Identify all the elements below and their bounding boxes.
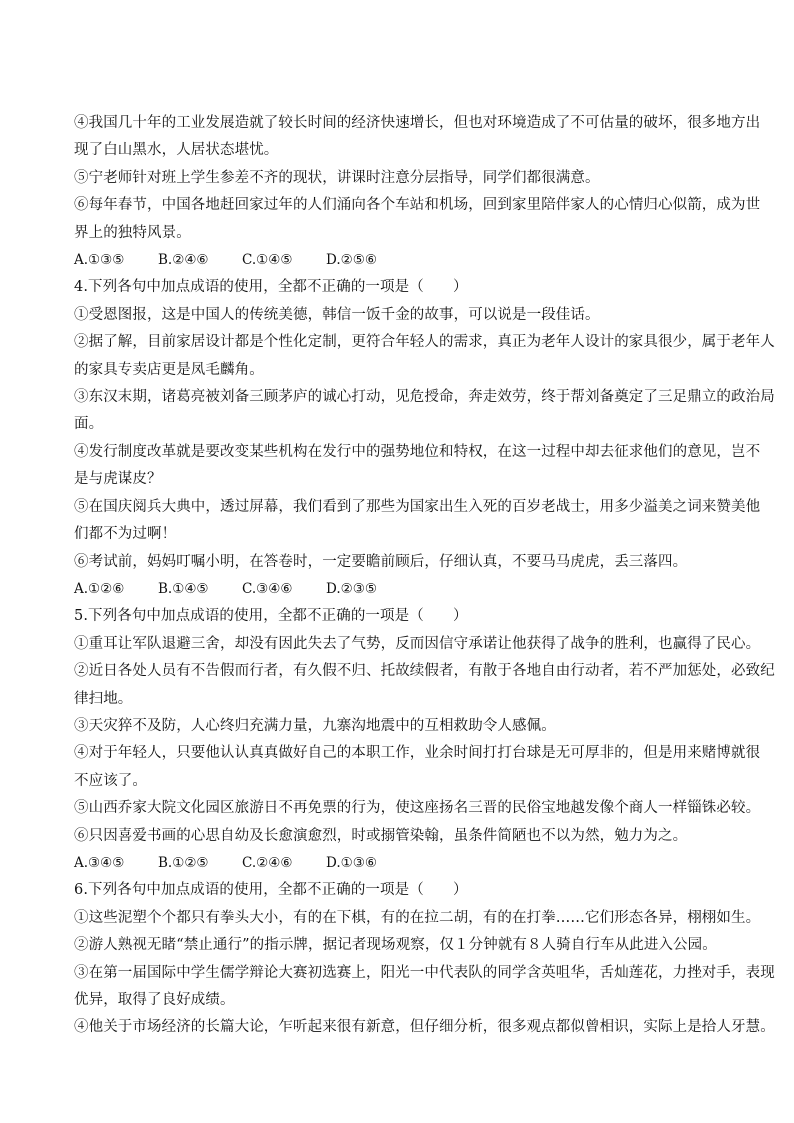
option-d: D.①③⑥ bbox=[326, 854, 377, 871]
question-3-continued bbox=[74, 110, 761, 274]
sentence-5-line-1: ⑤宁老师针对班上学生参差不齐的现状，讲课时注意分层指导，同学们都很满意。 bbox=[74, 169, 600, 186]
sentence-5-line-2: 们都不为过啊！ bbox=[74, 526, 177, 543]
option-c: C.③④⑥ bbox=[242, 580, 293, 597]
sentence-6-line-2: 界上的独特风景。 bbox=[74, 224, 191, 241]
sentence-6-line-1: ⑥考试前，妈妈叮嘱小明，在答卷时，一定要瞻前顾后，仔细认真，不要马马虎虎，丢三落四。 bbox=[74, 553, 688, 570]
option-a: A.③④⑤ bbox=[74, 854, 125, 871]
sentence-2-line-1: ②据了解，目前家居设计都是个性化定制，更符合年轻人的需求，真正为老年人设计的家具很少，属于老年人 bbox=[74, 334, 775, 351]
sentence-1-line-1: ①这些泥塑个个都只有拳头大小，有的在下棋，有的在拉二胡，有的在打拳……它们形态各异，栩栩如生。 bbox=[74, 909, 761, 926]
sentence-4-line-1: ④对于年轻人，只要他认认真真做好自己的本职工作，业余时间打打台球是无可厚非的，但是用来赌博就很 bbox=[74, 745, 761, 762]
sentence-3-line-2: 优异，取得了良好成绩。 bbox=[74, 992, 235, 1008]
sentence-4-line-1: ④发行制度改革就是要改变某些机构在发行中的强势地位和特权，在这一过程中却去征求他们的意见，岂不 bbox=[74, 443, 761, 460]
answer-options bbox=[74, 850, 724, 877]
sentence-4-line-2: 不应该了。 bbox=[74, 772, 147, 789]
sentence-1-line-1: ①受恩图报，这是中国人的传统美德，韩信一饭千金的故事，可以说是一段佳话。 bbox=[74, 306, 600, 323]
option-b: B.②④⑥ bbox=[158, 252, 209, 269]
sentence-2-line-1: ②近日各处人员有不告假而行者，有久假不归、托故续假者，有散于各地自由行动者，若不严加惩处，必致纪 bbox=[74, 663, 775, 680]
sentence-6-line-1: ⑥每年春节，中国各地赶回家过年的人们涌向各个车站和机场，回到家里陪伴家人的心情归心似箭，成为世 bbox=[74, 197, 761, 214]
sentence-3-line-1: ③天灾猝不及防，人心终归充满力量，九寨沟地震中的互相救助令人感佩。 bbox=[74, 717, 556, 734]
sentence-3-line-2: 面。 bbox=[74, 416, 104, 433]
question-stem: 5.下列各句中加点成语的使用，全都不正确的一项是（ ） bbox=[74, 608, 468, 625]
question-stem: 4.下列各句中加点成语的使用，全都不正确的一项是（ ） bbox=[74, 279, 468, 296]
sentence-1-line-1: ①重耳让军队退避三舍，却没有因此失去了气势，反而因信守承诺让他获得了战争的胜利，也赢得了民心。 bbox=[74, 635, 761, 652]
sentence-6-line-1: ⑥只因喜爱书画的心思自幼及长愈演愈烈，时或搦管染翰，虽条件简陋也不以为然，勉力为之。 bbox=[74, 827, 688, 844]
sentence-5-line-1: ⑤在国庆阅兵大典中，透过屏幕，我们看到了那些为国家出生入死的百岁老战士，用多少溢美之词来赞美他 bbox=[74, 498, 761, 515]
question-4 bbox=[74, 274, 775, 603]
option-a: A.①③⑤ bbox=[74, 252, 125, 269]
sentence-4-line-2: 现了白山黑水，人居状态堪忧。 bbox=[74, 142, 279, 159]
sentence-5-line-1: ⑤山西乔家大院文化园区旅游日不再免票的行为，使这座扬名三晋的民俗宝地越发像个商人一样锱铢必较。 bbox=[74, 800, 761, 817]
sentence-2-line-2: 律扫地。 bbox=[74, 690, 133, 707]
option-d: D.②③⑤ bbox=[326, 580, 377, 597]
option-c: C.②④⑥ bbox=[242, 854, 293, 871]
option-b: B.①④⑤ bbox=[158, 580, 209, 597]
option-c: C.①④⑤ bbox=[242, 252, 293, 269]
document-page bbox=[74, 110, 775, 1042]
sentence-3-line-1: ③东汉末期，诸葛亮被刘备三顾茅庐的诚心打动，见危授命，奔走效劳，终于帮刘备奠定了三足鼎立的政治局 bbox=[74, 389, 775, 406]
question-6 bbox=[74, 877, 775, 1041]
answer-options bbox=[74, 576, 724, 603]
option-d: D.②⑤⑥ bbox=[326, 252, 377, 269]
sentence-2-line-1: ②游人熟视无睹“禁止通行”的指示牌，据记者现场观察，仅１分钟就有８人骑自行车从此进入公园。 bbox=[74, 937, 717, 954]
sentence-4-line-2: 是与虎谋皮？ bbox=[74, 471, 162, 488]
question-stem: 6.下列各句中加点成语的使用，全都不正确的一项是（ ） bbox=[74, 882, 468, 899]
option-a: A.①②⑥ bbox=[74, 580, 125, 597]
sentence-3-line-1: ③在第一届国际中学生儒学辩论大赛初选赛上，阳光一中代表队的同学含英咀华，舌灿莲花，力挫对手，表现 bbox=[74, 964, 775, 981]
sentence-2-line-2: 的家具专卖店更是凤毛麟角。 bbox=[74, 361, 264, 378]
question-5 bbox=[74, 603, 775, 877]
sentence-4-line-1: ④我国几十年的工业发展造就了较长时间的经济快速增长，但也对环境造成了不可估量的破坏，很多地方出 bbox=[74, 115, 761, 131]
option-b: B.①②⑤ bbox=[158, 854, 209, 871]
sentence-4-line-1: ④他关于市场经济的长篇大论，乍听起来很有新意，但仔细分析，很多观点都似曾相识，实际上是拾人牙慧。 bbox=[74, 1019, 775, 1036]
answer-options bbox=[74, 247, 724, 274]
